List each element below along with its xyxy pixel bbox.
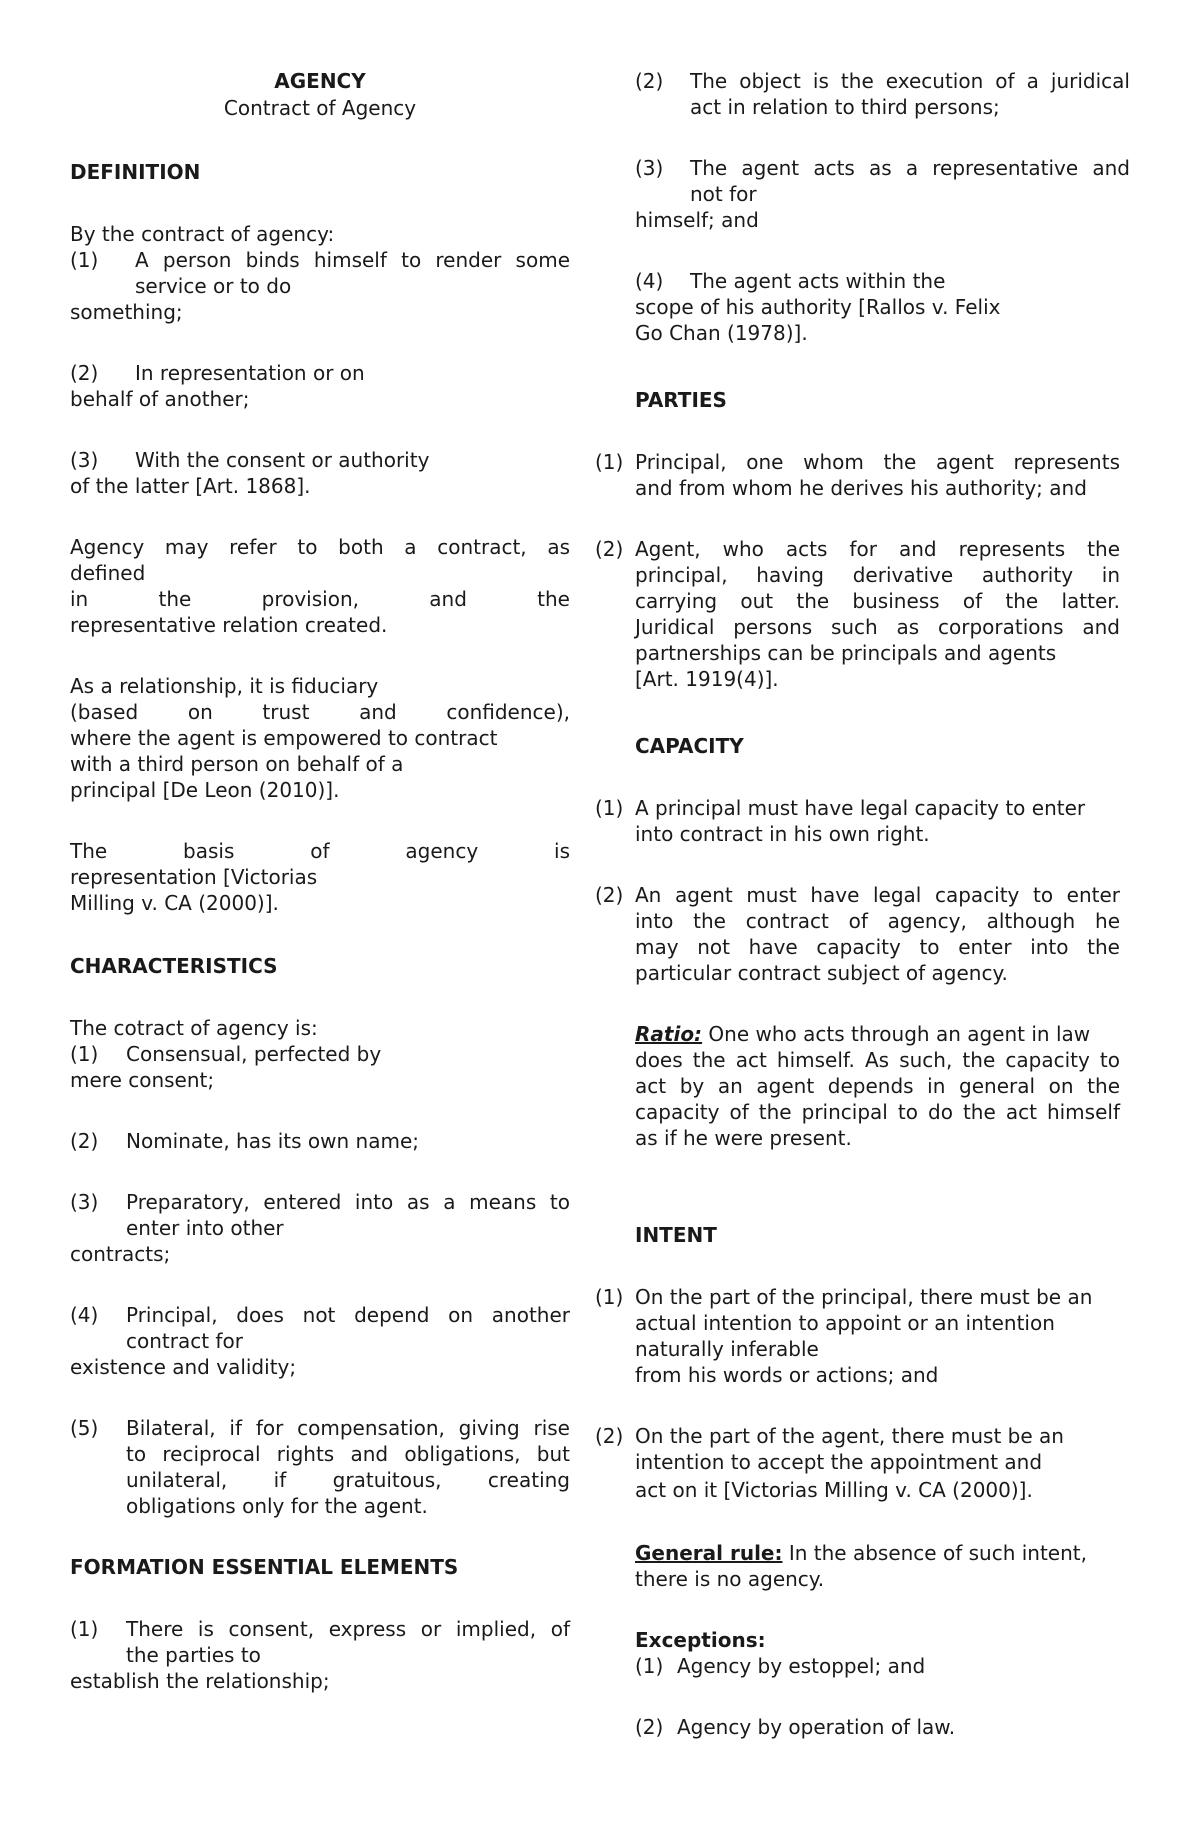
characteristics-item-1 — [70, 1041, 381, 1067]
item-text: The agent acts within the — [690, 269, 946, 293]
definition-heading: DEFINITION — [70, 160, 201, 184]
item-text: Bilateral, if for compensation, giving rise — [126, 1416, 570, 1440]
paragraph-line: in the provision, and the — [70, 587, 570, 611]
formation-item-4 — [635, 268, 945, 294]
item-text: [Art. 1919(4)]. — [635, 667, 779, 691]
item-text: Principal, one whom the agent represents — [635, 450, 1120, 474]
formation-heading: FORMATION ESSENTIAL ELEMENTS — [70, 1555, 459, 1579]
item-text: There is consent, express or implied, of — [126, 1617, 570, 1641]
item-text: principal, having derivative authority in — [635, 563, 1120, 587]
capacity-heading: CAPACITY — [635, 734, 744, 758]
item-text: partnerships can be principals and agents — [635, 641, 1057, 665]
item-text: A principal must have legal capacity to enter — [635, 796, 1086, 820]
ratio-text: as if he were present. — [635, 1126, 852, 1150]
formation-item-3 — [635, 155, 1130, 181]
general-rule-label: General rule: — [635, 1541, 783, 1565]
item-text: may not have capacity to enter into the — [635, 935, 1120, 959]
item-number: (2) — [595, 1424, 624, 1448]
item-text: With the consent or authority — [135, 448, 430, 472]
definition-item-2 — [70, 360, 365, 386]
definition-item-3 — [70, 447, 429, 473]
item-text: The agent acts as a representative and — [690, 156, 1130, 180]
characteristics-heading: CHARACTERISTICS — [70, 954, 278, 978]
exceptions-heading: Exceptions: — [635, 1628, 766, 1652]
item-text: Agency by estoppel; and — [677, 1654, 926, 1678]
item-text: something; — [70, 300, 183, 324]
paragraph-line: Milling v. CA (2000)]. — [70, 891, 279, 915]
characteristics-item-2 — [70, 1128, 419, 1154]
item-text: and from whom he derives his authority; and — [635, 476, 1087, 500]
paragraph-line: representation [Victorias — [70, 865, 318, 889]
ratio-line — [635, 1021, 1090, 1047]
item-text: existence and validity; — [70, 1355, 297, 1379]
item-text: On the part of the agent, there must be an — [635, 1424, 1064, 1448]
item-text: unilateral, if gratuitous, creating — [126, 1468, 570, 1492]
item-text: contract for — [126, 1329, 243, 1353]
characteristics-item-3 — [70, 1189, 570, 1215]
item-number: (3) — [70, 448, 99, 472]
parties-heading: PARTIES — [635, 388, 727, 412]
item-number: (1) — [635, 1654, 664, 1678]
item-number: (3) — [635, 156, 664, 180]
item-text: Agency by operation of law. — [677, 1715, 956, 1739]
definition-intro: By the contract of agency: — [70, 222, 335, 246]
paragraph-line: principal [De Leon (2010)]. — [70, 778, 340, 802]
item-text: mere consent; — [70, 1068, 215, 1092]
item-number: (1) — [595, 1285, 624, 1309]
item-text: Principal, does not depend on another — [126, 1303, 570, 1327]
item-text: naturally inferable — [635, 1337, 819, 1361]
formation-item-1 — [70, 1616, 570, 1642]
item-number: (2) — [595, 883, 624, 907]
item-text: Consensual, perfected by — [126, 1042, 382, 1066]
item-number: (2) — [635, 69, 664, 93]
ratio-label: Ratio: — [635, 1022, 703, 1046]
item-text: from his words or actions; and — [635, 1363, 939, 1387]
item-number: (4) — [635, 269, 664, 293]
item-text: to reciprocal rights and obligations, but — [126, 1442, 570, 1466]
item-number: (1) — [70, 248, 99, 272]
item-number: (4) — [70, 1303, 99, 1327]
general-rule-line — [635, 1540, 1087, 1566]
paragraph-line: Agency may refer to both a contract, as — [70, 535, 570, 559]
item-text: A person binds himself to render some — [135, 248, 570, 272]
item-text: carrying out the business of the latter. — [635, 589, 1120, 613]
characteristics-intro: The cotract of agency is: — [70, 1016, 318, 1040]
item-text: not for — [690, 182, 757, 206]
item-text: into the contract of agency, although he — [635, 909, 1120, 933]
ratio-text: capacity of the principal to do the act himself — [635, 1100, 1120, 1124]
exception-item-1 — [635, 1653, 925, 1679]
definition-item-1 — [70, 247, 570, 273]
document-title: AGENCY — [274, 69, 366, 93]
item-text: act in relation to third persons; — [690, 95, 1000, 119]
item-text: obligations only for the agent. — [126, 1494, 428, 1518]
item-text: of the latter [Art. 1868]. — [70, 474, 311, 498]
item-number: (2) — [70, 1129, 99, 1153]
item-number: (2) — [635, 1715, 664, 1739]
paragraph-line: defined — [70, 561, 146, 585]
ratio-text: One who acts through an agent in law — [702, 1022, 1091, 1046]
item-text: Preparatory, entered into as a means to — [126, 1190, 570, 1214]
item-number: (3) — [70, 1190, 99, 1214]
item-text: Go Chan (1978)]. — [635, 321, 808, 345]
item-text: On the part of the principal, there must be an — [635, 1285, 1093, 1309]
item-text: act on it [Victorias Milling v. CA (2000)]. — [635, 1478, 1033, 1502]
item-text: Nominate, has its own name; — [126, 1129, 419, 1153]
paragraph-line: The basis of agency is — [70, 839, 570, 863]
item-text: contracts; — [70, 1242, 171, 1266]
item-text: intention to accept the appointment and — [635, 1450, 1043, 1474]
item-text: himself; and — [635, 208, 759, 232]
item-text: An agent must have legal capacity to enter — [635, 883, 1120, 907]
ratio-text: act by an agent depends in general on the — [635, 1074, 1120, 1098]
item-text: Juridical persons such as corporations and — [635, 615, 1120, 639]
general-rule-text: there is no agency. — [635, 1567, 825, 1591]
item-text: particular contract subject of agency. — [635, 961, 1008, 985]
item-text: scope of his authority [Rallos v. Felix — [635, 295, 1001, 319]
item-text: In representation or on — [135, 361, 365, 385]
item-number: (5) — [70, 1416, 99, 1440]
item-text: the parties to — [126, 1643, 261, 1667]
item-text: establish the relationship; — [70, 1669, 330, 1693]
item-text: behalf of another; — [70, 387, 250, 411]
document-subtitle: Contract of Agency — [223, 96, 417, 120]
item-number: (1) — [595, 796, 624, 820]
paragraph-line: representative relation created. — [70, 613, 388, 637]
item-text: enter into other — [126, 1216, 284, 1240]
exception-item-2 — [635, 1714, 955, 1740]
paragraph-line: where the agent is empowered to contract — [70, 726, 498, 750]
item-text: actual intention to appoint or an intention — [635, 1311, 1055, 1335]
item-text: Agent, who acts for and represents the — [635, 537, 1120, 561]
ratio-text: does the act himself. As such, the capacity to — [635, 1048, 1120, 1072]
item-number: (2) — [595, 537, 624, 561]
item-text: into contract in his own right. — [635, 822, 930, 846]
characteristics-item-5 — [70, 1415, 570, 1441]
paragraph-line: with a third person on behalf of a — [70, 752, 404, 776]
item-number: (1) — [70, 1042, 99, 1066]
general-rule-text: In the absence of such intent, — [782, 1541, 1087, 1565]
characteristics-item-4 — [70, 1302, 570, 1328]
item-number: (2) — [70, 361, 99, 385]
item-number: (1) — [70, 1617, 99, 1641]
item-text: The object is the execution of a juridical — [690, 69, 1130, 93]
item-number: (1) — [595, 450, 624, 474]
item-text: service or to do — [135, 274, 292, 298]
paragraph-line: (based on trust and confidence), — [70, 700, 570, 724]
formation-item-2 — [635, 68, 1130, 94]
paragraph-line: As a relationship, it is fiduciary — [70, 674, 379, 698]
intent-heading: INTENT — [635, 1223, 717, 1247]
